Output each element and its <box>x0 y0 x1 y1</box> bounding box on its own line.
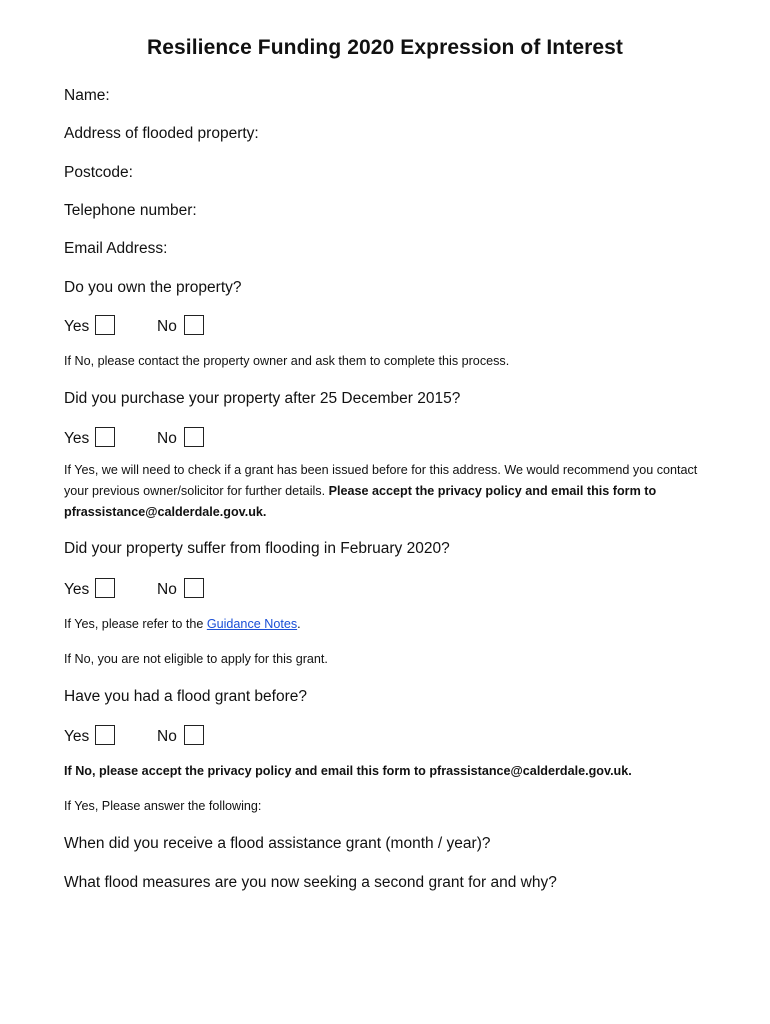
purchase-date-note-instruction: Please accept the privacy policy and email this form to pfrassistance@calderdale.gov.uk. <box>64 484 657 519</box>
no-label: No <box>157 728 177 745</box>
purchase-date-yes-checkbox[interactable] <box>95 427 115 447</box>
own-property-no-checkbox[interactable] <box>184 315 204 335</box>
flooding-no-note: If No, you are not eligible to apply for this grant. <box>64 652 328 666</box>
no-label: No <box>157 581 177 598</box>
previous-grant-no-note <box>64 761 712 782</box>
page-title: Resilience Funding 2020 Expression of Interest <box>146 36 624 59</box>
previous-grant-no-checkbox[interactable] <box>184 725 204 745</box>
flooding-yes-note-period: . <box>297 617 301 631</box>
previous-grant-yes-note: If Yes, Please answer the following: <box>64 799 262 813</box>
postcode-field-label: Postcode: <box>64 164 133 181</box>
second-grant-measures-question: What flood measures are you now seeking a second grant for and why? <box>64 874 557 891</box>
flooding-feb-2020-question: Did your property suffer from flooding in February 2020? <box>64 540 450 557</box>
own-property-question: Do you own the property? <box>64 279 242 296</box>
no-label: No <box>157 430 177 447</box>
flooding-yes-checkbox[interactable] <box>95 578 115 598</box>
previous-grant-question: Have you had a flood grant before? <box>64 688 308 705</box>
own-property-yes-checkbox[interactable] <box>95 315 115 335</box>
yes-label: Yes <box>64 430 90 447</box>
purchase-date-note <box>64 460 712 523</box>
flooding-no-checkbox[interactable] <box>184 578 204 598</box>
previous-grant-yes-checkbox[interactable] <box>95 725 115 745</box>
purchase-date-note-text: If Yes, we will need to check if a grant has been issued before for this address. We would recommend you contact your previous owner/solicitor for further details. <box>64 463 698 498</box>
guidance-notes-link[interactable]: Guidance Notes <box>206 617 298 631</box>
flooding-yes-note-text: If Yes, please refer to the <box>64 617 207 631</box>
previous-grant-no-note-text: If No, please accept the privacy policy and email this form to pfrassistance@calderdale.gov.uk. <box>64 764 632 778</box>
purchase-date-no-checkbox[interactable] <box>184 427 204 447</box>
name-field-label: Name: <box>64 87 110 104</box>
yes-label: Yes <box>64 581 90 598</box>
flooding-yes-note <box>64 614 712 635</box>
no-label: No <box>157 318 177 335</box>
address-field-label: Address of flooded property: <box>64 125 259 142</box>
email-field-label: Email Address: <box>64 240 168 257</box>
grant-date-question: When did you receive a flood assistance grant (month / year)? <box>64 835 491 852</box>
yes-label: Yes <box>64 318 90 335</box>
yes-label: Yes <box>64 728 90 745</box>
purchase-date-question: Did you purchase your property after 25 December 2015? <box>64 390 461 407</box>
telephone-field-label: Telephone number: <box>64 202 197 219</box>
own-property-note: If No, please contact the property owner and ask them to complete this process. <box>64 354 510 368</box>
